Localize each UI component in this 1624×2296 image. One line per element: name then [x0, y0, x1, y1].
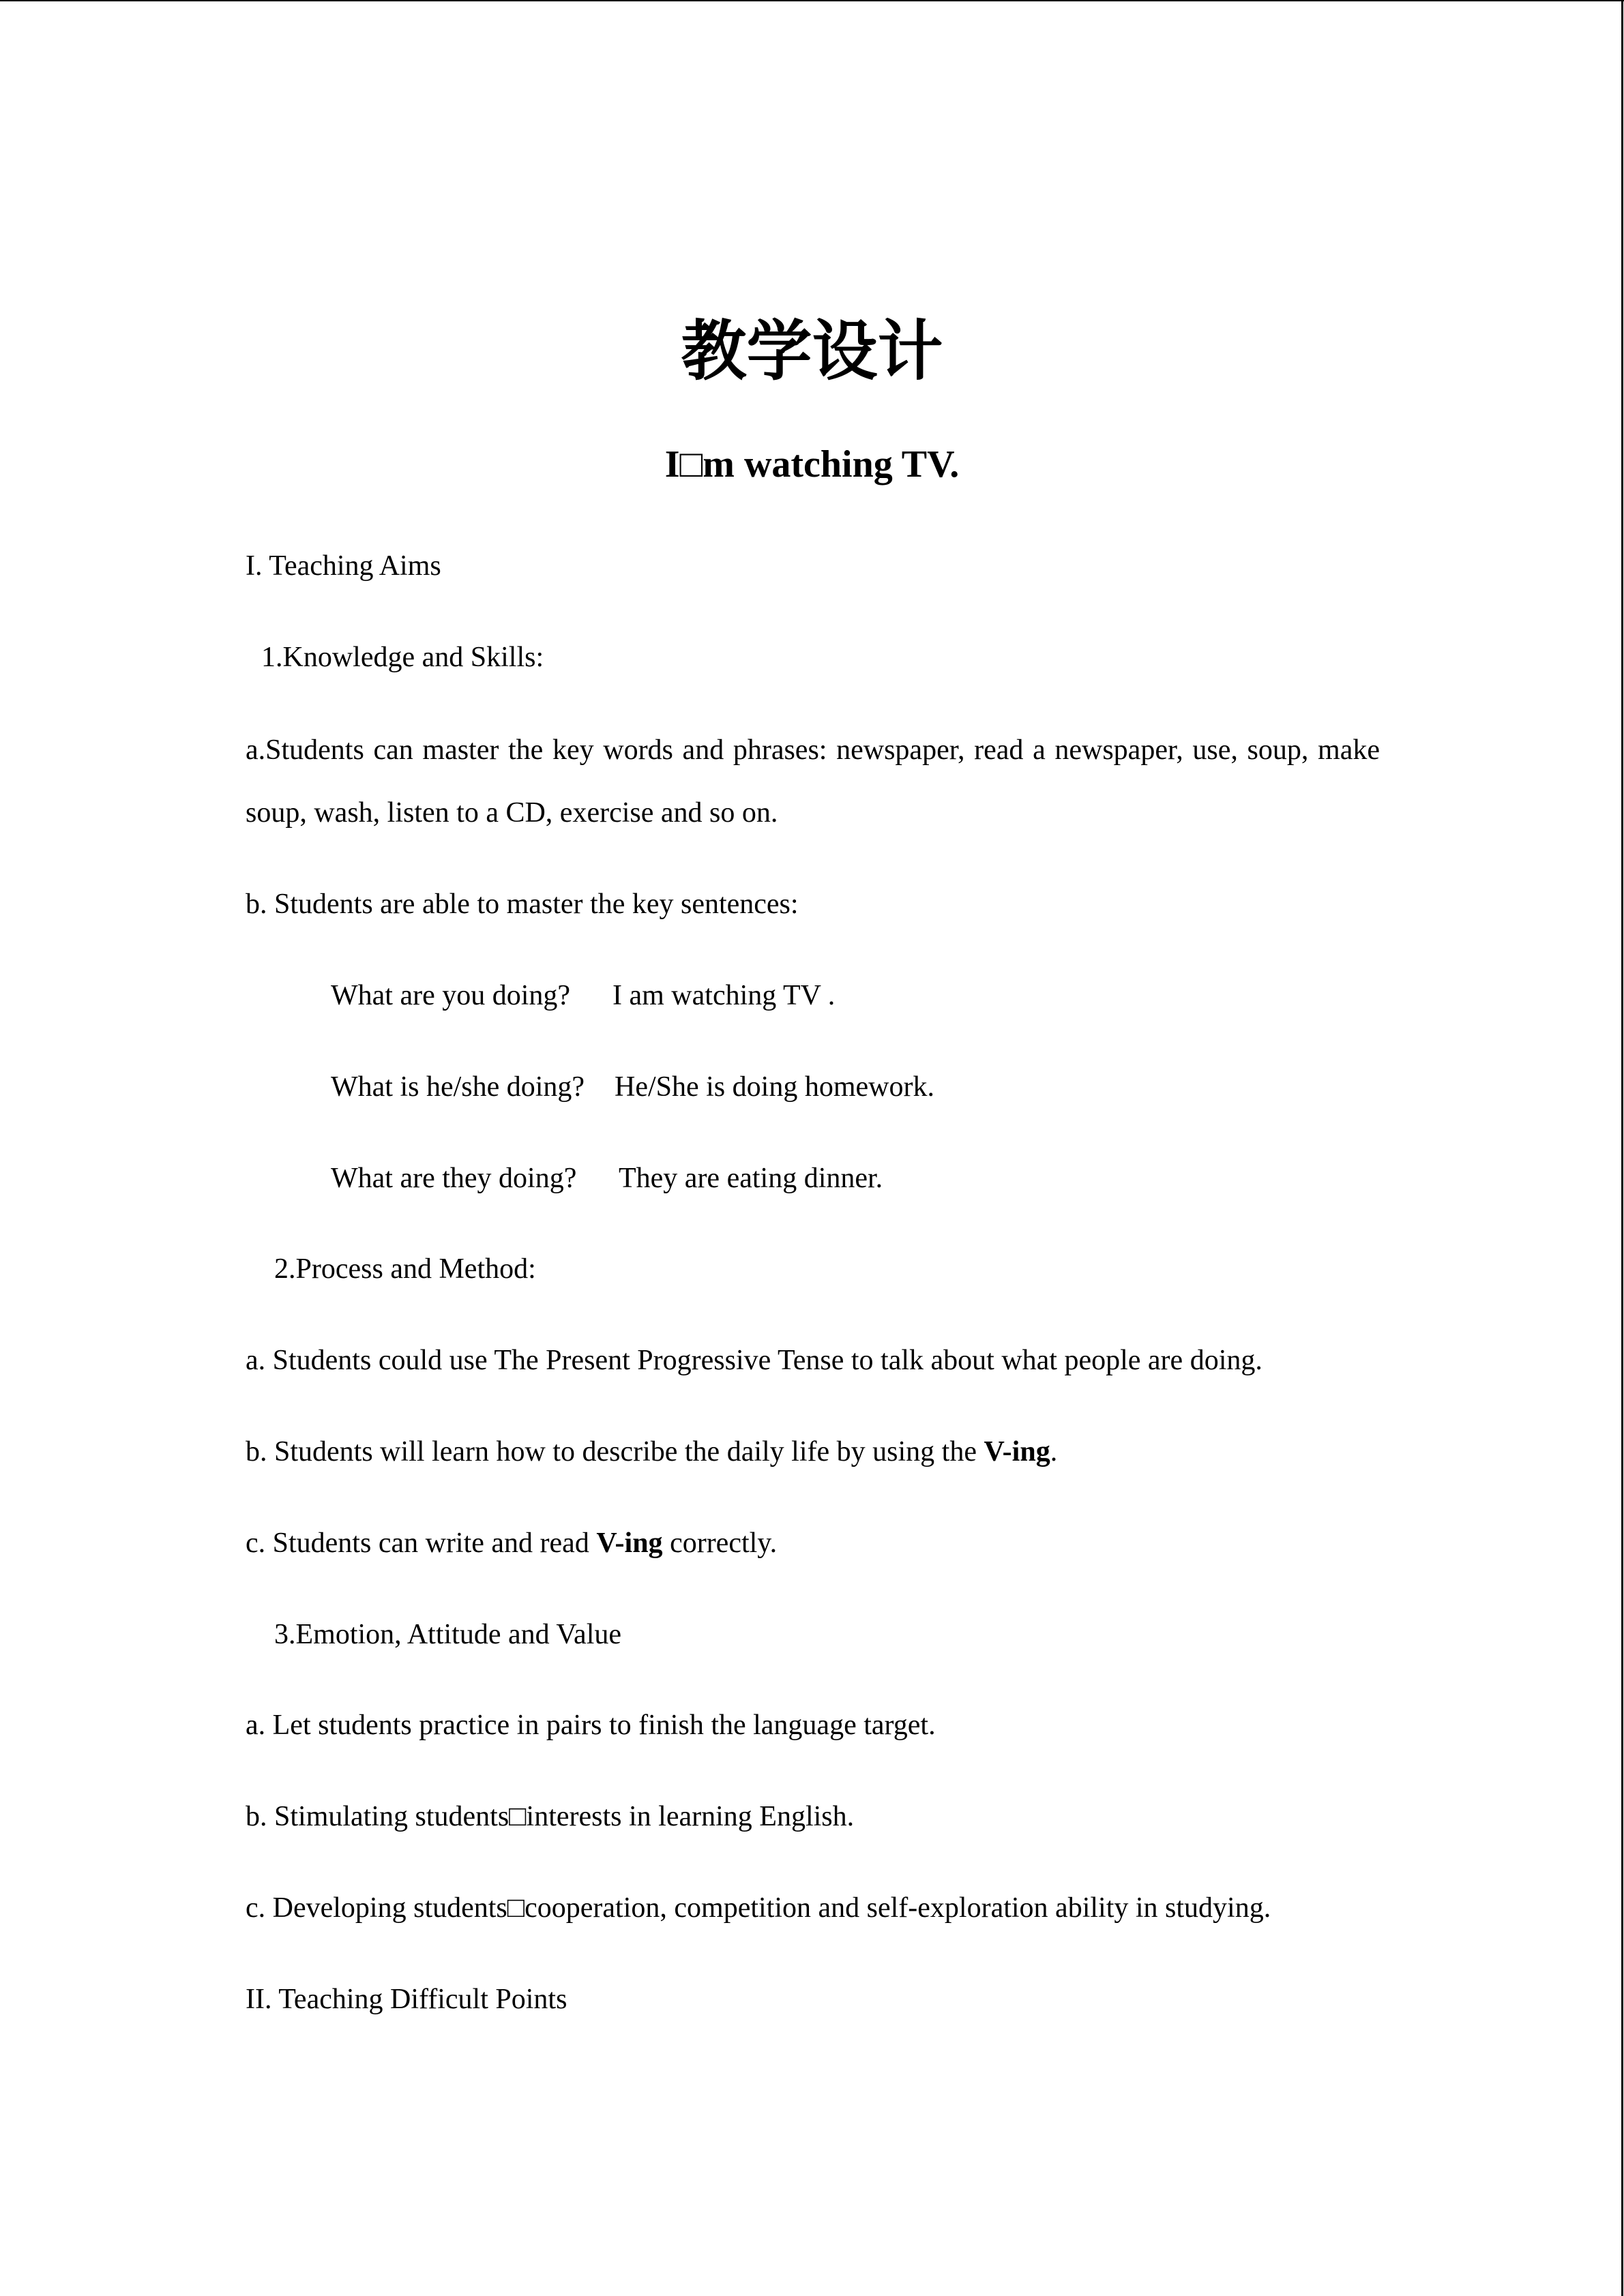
sentence-answer-1: I am watching TV . [612, 980, 836, 1011]
subheading-knowledge-skills: 1.Knowledge and Skills: [261, 642, 544, 673]
process-item-b [246, 1433, 1057, 1471]
page-border-top [0, 0, 1624, 1]
emotion-item-a: a. Let students practice in pairs to finish the language target. [246, 1710, 936, 1741]
sentence-question-2: What is he/she doing? [331, 1071, 585, 1103]
process-item-b-suffix: . [1050, 1436, 1058, 1467]
process-item-c [246, 1524, 777, 1562]
sentence-answer-3: They are eating dinner. [619, 1163, 883, 1194]
emotion-item-c: c. Developing students□cooperation, competition and self-exploration ability in studying. [246, 1892, 1271, 1924]
process-item-c-bold: V-ing [596, 1527, 663, 1559]
process-item-b-text: b. Students will learn how to describe the daily life by using the [246, 1436, 984, 1467]
section-heading-difficult-points: II. Teaching Difficult Points [246, 1984, 567, 2015]
knowledge-item-a: a.Students can master the key words and phrases: newspaper, read a newspaper, use, soup, make soup, wash, listen to a CD, exercise and so on. [246, 734, 1380, 829]
sentence-question-1: What are you doing? [331, 980, 571, 1011]
sentence-question-3: What are they doing? [331, 1163, 577, 1194]
process-item-a: a. Students could use The Present Progressive Tense to talk about what people are doing. [246, 1345, 1263, 1376]
sentence-answer-2: He/She is doing homework. [615, 1071, 934, 1103]
process-item-c-text: c. Students can write and read [246, 1527, 597, 1559]
process-item-b-bold: V-ing [984, 1436, 1050, 1467]
section-heading-teaching-aims: I. Teaching Aims [246, 550, 441, 582]
emotion-item-b: b. Stimulating students□interests in learning English. [246, 1801, 855, 1832]
knowledge-item-b: b. Students are able to master the key sentences: [246, 889, 799, 920]
subheading-emotion-attitude-value: 3.Emotion, Attitude and Value [274, 1619, 622, 1650]
process-item-c-suffix: correctly. [662, 1527, 778, 1559]
document-title-chinese: 教学设计 [681, 313, 943, 389]
document-title-english: I□m watching TV. [664, 443, 960, 486]
subheading-process-method: 2.Process and Method: [274, 1253, 536, 1285]
